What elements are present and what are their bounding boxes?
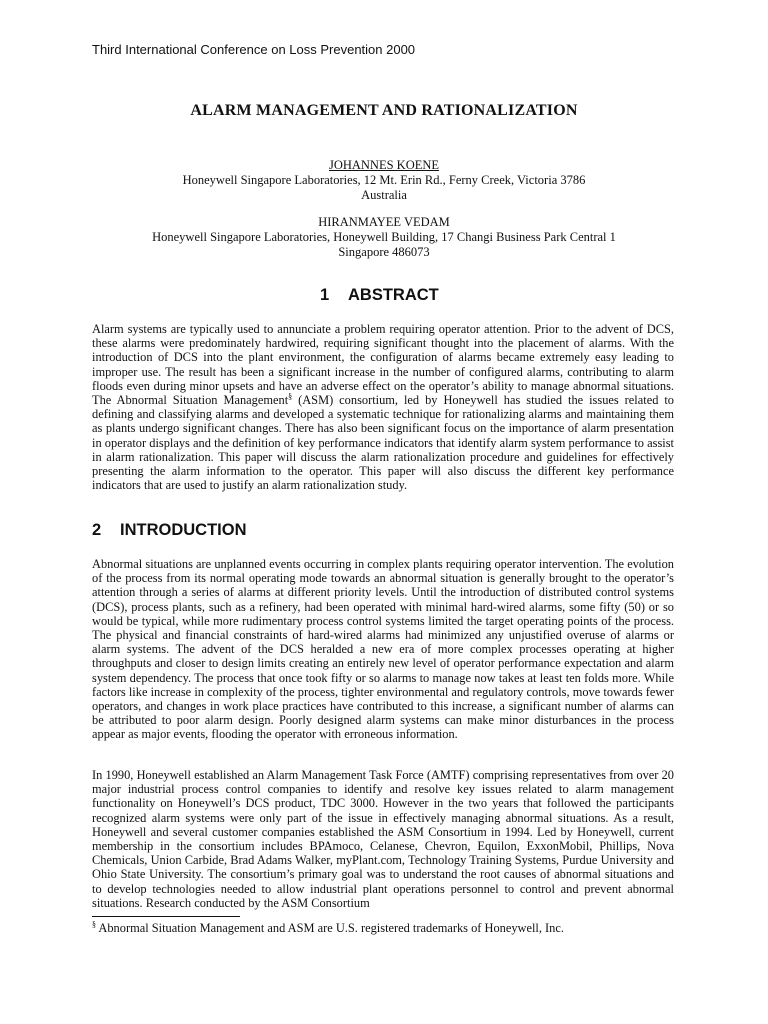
footnote-divider xyxy=(92,916,240,917)
footnote xyxy=(92,921,564,936)
abstract-heading xyxy=(320,286,439,305)
footnote-mark: § xyxy=(92,919,96,929)
section-title: ABSTRACT xyxy=(348,286,439,304)
author-affiliation: Honeywell Singapore Laboratories, 12 Mt. Erin Rd., Ferny Creek, Victoria 3786 xyxy=(182,173,586,187)
abstract-text-continued: (ASM) consortium, led by Honeywell has studied the issues related to defining and classifying alarms and developed a systematic technique for rationalizing alarms and maintaining them as plants undergo significant changes. There has also been significant focus on the importance of alarm presentation in operator displays and the definition of key performance indicators that identify alarm system performance to assist in alarm rationalization. This paper will discuss the alarm rationalization procedure and guidelines for effectively presenting the alarm information to the operator. This paper will also discuss the different key performance indicators that are used to justify an alarm rationalization study. xyxy=(92,393,674,493)
footnote-text: Abnormal Situation Management and ASM are U.S. registered trademarks of Honeywell, Inc. xyxy=(96,921,564,935)
introduction-heading xyxy=(92,521,247,540)
section-number: 2 xyxy=(92,521,102,539)
running-header: Third International Conference on Loss Prevention 2000 xyxy=(92,42,416,57)
abstract-paragraph xyxy=(92,322,674,492)
abstract-text: Alarm systems are typically used to annunciate a problem requiring operator attention. Prior to the advent of DCS, these alarms were predominately hardwired, requiring significant thought into the placement of alarms. With the introduction of DCS into the plant environment, the configuration of alarms became extremely easy leading to improper use. The result has been a significant increase in the number of configured alarms, contributing to alarm floods even during minor upsets and have an adverse effect on the operator’s ability to manage abnormal situations. The Abnormal Situation Management xyxy=(92,322,674,408)
author-affiliation: Honeywell Singapore Laboratories, Honeywell Building, 17 Changi Business Park Central 1 xyxy=(152,230,616,244)
author-name: JOHANNES KOENE xyxy=(328,158,440,172)
paper-title: ALARM MANAGEMENT AND RATIONALIZATION xyxy=(190,102,578,119)
section-title: INTRODUCTION xyxy=(120,521,247,539)
trademark-mark: § xyxy=(288,391,293,401)
author-block-1 xyxy=(0,158,768,203)
author-location: Singapore 486073 xyxy=(338,245,430,259)
author-location: Australia xyxy=(361,188,407,202)
introduction-paragraph-1: Abnormal situations are unplanned events occurring in complex plants requiring operator intervention. The evolution of the process from its normal operating mode towards an abnormal situation is generally brought to the operator’s attention through a series of alarms at different priority levels. Until the introduction of distributed control systems (DCS), process plants, such as a refinery, had been operated with minimal hard-wired alarms, some fifty (50) or so would be typical, while more rudimentary process control systems limited the target operating points of the process. The physical and financial constraints of hard-wired alarms had minimized any unjustified overuse of alarms or alarm systems. The advent of the DCS heralded a new era of more complex processes operating at higher throughputs and closer to design limits creating an entirely new level of operator performance expectation and alarm system dependency. The process that once took fifty or so alarms to manage now takes at least ten folds more. While factors like increase in complexity of the process, tighter environmental and regulatory controls, move towards fewer operators, and changes in work place practices have contributed to this increase, a significant number of alarms can be attributed to poor alarm design. Poorly designed alarm systems can make minor disturbances in the process appear as major events, flooding the operator with erroneous information. xyxy=(92,557,674,742)
author-name: HIRANMAYEE VEDAM xyxy=(318,215,450,229)
section-number: 1 xyxy=(320,286,330,304)
introduction-paragraph-2: In 1990, Honeywell established an Alarm Management Task Force (AMTF) comprising representatives from over 20 major industrial process control companies to identify and resolve key issues related to alarm management functionality on Honeywell’s DCS product, TDC 3000. However in the two years that followed the participants recognized alarm systems were only part of the issue in effectively managing abnormal situations. As a result, Honeywell and several customer companies established the ASM Consortium in 1994. Led by Honeywell, current membership in the consortium includes BPAmoco, Celanese, Chevron, Equilon, ExxonMobil, Phillips, Nova Chemicals, Union Carbide, Brad Adams Walker, myPlant.com, Technology Training Systems, Purdue University and Ohio State University. The consortium’s primary goal was to understand the root causes of abnormal situations and to develop technologies needed to allow industrial plant operations personnel to control and prevent abnormal situations. Research conducted by the ASM Consortium xyxy=(92,768,674,910)
author-block-2 xyxy=(0,215,768,260)
